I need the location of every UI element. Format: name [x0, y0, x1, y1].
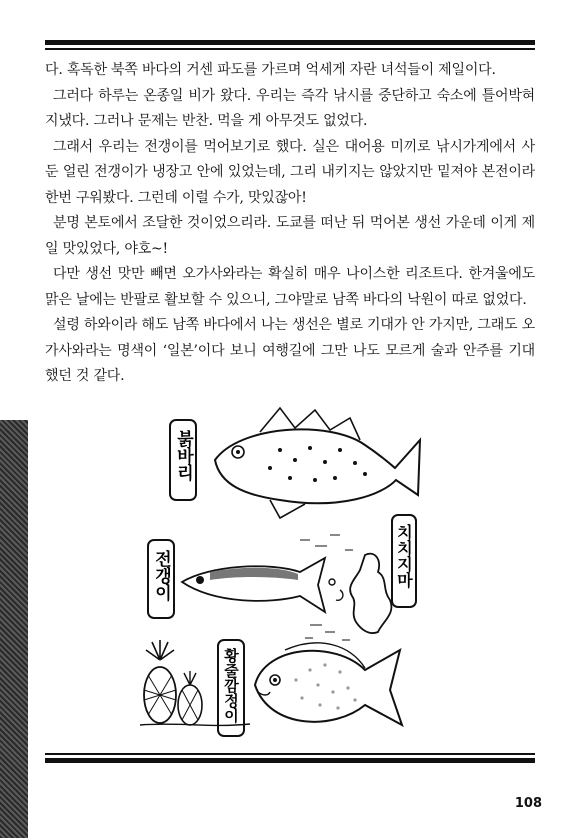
label-chichijima: 치치지마 — [394, 524, 414, 588]
rudderfish-drawing — [255, 643, 402, 725]
paragraph-4: 분명 본토에서 조달한 것이었으리라. 도쿄를 떠난 뒤 먹어본 생선 가운데 이게 제일 맛있었다, 야호~! — [45, 215, 535, 257]
paragraph-6: 설령 하와이라 해도 남쪽 바다에서 나는 생선은 별로 기대가 안 가지만, 그래도 오가사와라는 명색이 ‘일본’이다 보니 여행길에 그만 나도 모르게 술과 안주를 기대했던 것 같다. — [45, 317, 535, 384]
bottom-rule-thin — [45, 753, 535, 755]
pineapple-drawing — [144, 640, 202, 725]
bottom-rule-thick — [45, 758, 535, 763]
label-box-chichijima — [392, 515, 416, 607]
top-rule-thin — [45, 48, 535, 50]
top-rule-thick — [45, 40, 535, 45]
paragraph-3: 그래서 우리는 전갱이를 먹어보기로 했다. 실은 대어용 미끼로 낚시가게에서 사둔 얼린 전갱이가 냉장고 안에 있었는데, 그리 내키지는 않았지만 밑져야 본전이라 한번 구워봤다. 그런데 이럴 수가, 맛있잖아! — [45, 138, 535, 206]
paragraph-1: 다. 혹독한 북쪽 바다의 거센 파도를 가르며 억세게 자란 녀석들이 제일이다. — [45, 62, 496, 78]
paragraph-2: 그러다 하루는 온종일 비가 왔다. 우리는 즉각 낚시를 중단하고 숙소에 틀어박혀 지냈다. 그러나 문제는 반찬. 먹을 게 아무것도 없었다. — [45, 87, 535, 129]
grouper-fish-drawing — [215, 408, 420, 518]
side-screentone-strip — [0, 420, 28, 838]
horse-mackerel-drawing — [182, 558, 325, 612]
paragraph-5: 다만 생선 맛만 빼면 오가사와라는 확실히 매우 나이스한 리조트다. 한겨울에도 맑은 날에는 반팔로 활보할 수 있으니, 그야말로 남쪽 바다의 낙원이 따로 없었다. — [45, 266, 535, 308]
page-number: 108 — [514, 796, 542, 811]
label-grouper: 붉바리 — [173, 430, 193, 481]
label-box-grouper — [170, 420, 196, 500]
label-rudderfish: 황줄깜정이 — [222, 648, 240, 723]
body-text — [45, 58, 535, 390]
fish-illustration — [120, 400, 440, 740]
label-box-horse-mackerel — [148, 540, 174, 618]
label-horse-mackerel: 전갱이 — [151, 550, 171, 601]
label-box-rudderfish — [218, 640, 244, 736]
